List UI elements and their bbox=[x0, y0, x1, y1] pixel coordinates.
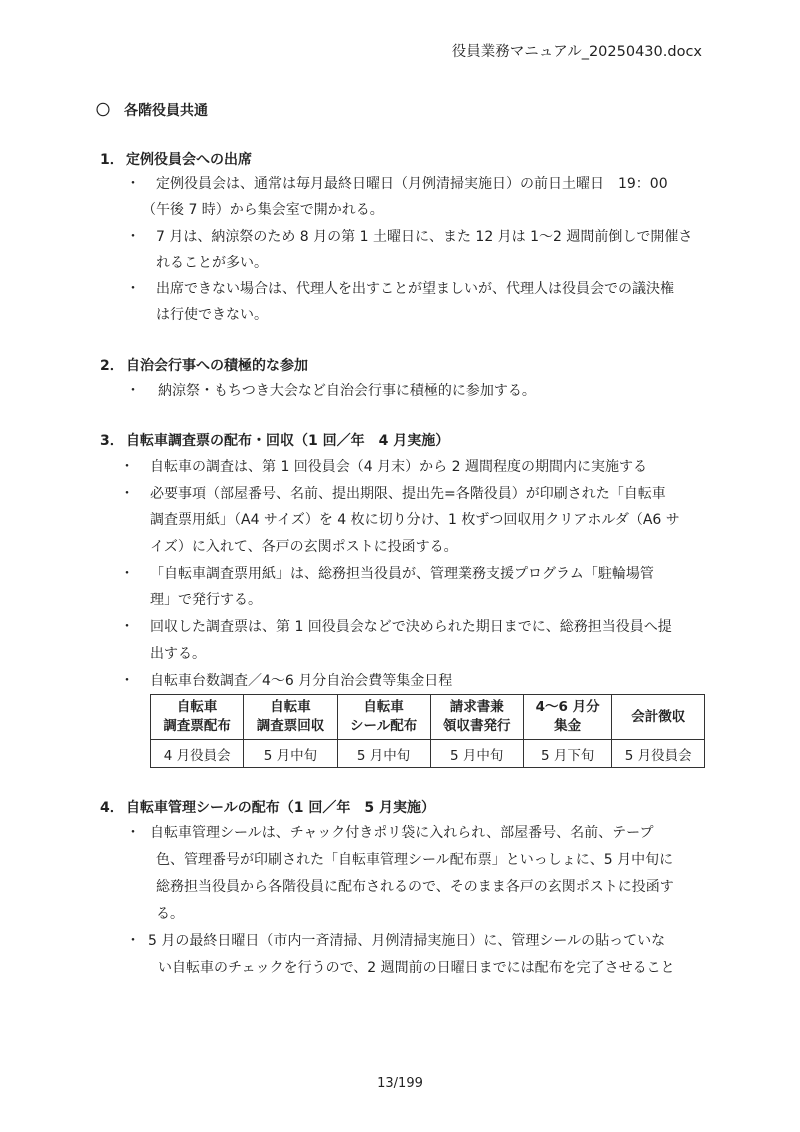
table-header-cell: 会計徴収 bbox=[612, 695, 705, 740]
sec1-line: 7 月は、納涼祭のため 8 月の第 1 土曜日に、また 12 月は 1～2 週間前倒しで開催さ bbox=[156, 229, 693, 245]
document-filename: 役員業務マニュアル_20250430.docx bbox=[451, 44, 702, 60]
sec4-heading: 自転車管理シールの配布（1 回／年 5 月実施） bbox=[126, 800, 435, 816]
sec3-line: 必要事項（部屋番号、名前、提出期限、提出先=各階役員）が印刷された「自転車 bbox=[150, 486, 666, 502]
bullet: ・ bbox=[126, 933, 140, 949]
page-number: 13/199 bbox=[377, 1076, 423, 1091]
sec4-line: 自転車管理シールは、チャック付きポリ袋に入れられ、部屋番号、名前、テープ bbox=[150, 825, 654, 841]
sec3-heading: 自転車調査票の配布・回収（1 回／年 4 月実施） bbox=[126, 433, 450, 449]
bullet: ・ bbox=[120, 459, 134, 475]
table-header-row bbox=[151, 695, 705, 740]
bullet: ・ bbox=[120, 486, 134, 502]
sec4-line: る。 bbox=[156, 906, 184, 922]
sec3-line: 回収した調査票は、第 1 回役員会などで決められた期日までに、総務担当役員へ提 bbox=[150, 619, 672, 635]
table-header-cell: 自転車 調査票配布 bbox=[151, 695, 244, 740]
table-cell: 5 月中旬 bbox=[244, 740, 337, 768]
sec1-line: （午後 7 時）から集会室で開かれる。 bbox=[142, 202, 384, 218]
bullet: ・ bbox=[126, 825, 140, 841]
section-mark: 〇 bbox=[96, 103, 110, 119]
table-header-cell: 4～6 月分 集金 bbox=[523, 695, 612, 740]
bullet: ・ bbox=[120, 566, 134, 582]
sec1-line: 定例役員会は、通常は毎月最終日曜日（月例清掃実施日）の前日土曜日 19：00 bbox=[156, 176, 668, 192]
sec3-line: 「自転車調査票用紙」は、総務担当役員が、管理業務支援プログラム「駐輪場管 bbox=[150, 566, 654, 582]
sec2-number: 2． bbox=[100, 358, 124, 374]
sec1-number: 1． bbox=[100, 152, 124, 168]
bullet: ・ bbox=[126, 229, 140, 245]
sec4-line: い自転車のチェックを行うので、2 週間前の日曜日までには配布を完了させること bbox=[158, 960, 675, 976]
table-header-cell: 自転車 調査票回収 bbox=[244, 695, 337, 740]
table-header-cell: 請求書兼 領収書発行 bbox=[430, 695, 523, 740]
sec4-line: 総務担当役員から各階役員に配布されるので、そのまま各戸の玄関ポストに投函す bbox=[156, 879, 674, 895]
sec3-line: イズ）に入れて、各戸の玄関ポストに投函する。 bbox=[150, 539, 458, 555]
sec1-heading: 定例役員会への出席 bbox=[126, 152, 252, 168]
section-title: 各階役員共通 bbox=[124, 103, 208, 119]
sec4-line: 色、管理番号が印刷された「自転車管理シール配布票」といっしょに、5 月中旬に bbox=[156, 852, 674, 868]
sec3-line: 理」で発行する。 bbox=[150, 592, 262, 608]
table-row bbox=[151, 740, 705, 768]
table-cell: 5 月中旬 bbox=[430, 740, 523, 768]
table-cell: 5 月中旬 bbox=[337, 740, 430, 768]
bullet: ・ bbox=[126, 383, 140, 399]
sec4-line: 5 月の最終日曜日（市内一斉清掃、月例清掃実施日）に、管理シールの貼っていな bbox=[148, 933, 666, 949]
sec1-line: は行使できない。 bbox=[156, 307, 268, 323]
table-cell: 5 月役員会 bbox=[612, 740, 705, 768]
table-cell: 4 月役員会 bbox=[151, 740, 244, 768]
sec2-line: 納涼祭・もちつき大会など自治会行事に積極的に参加する。 bbox=[158, 383, 536, 399]
sec3-line: 調査票用紙」（A4 サイズ）を 4 枚に切り分け、1 枚ずつ回収用クリアホルダ（A6 サ bbox=[150, 512, 680, 528]
sec2-heading: 自治会行事への積極的な参加 bbox=[126, 358, 308, 374]
bullet: ・ bbox=[126, 176, 140, 192]
table-header-cell: 自転車 シール配布 bbox=[337, 695, 430, 740]
schedule-table bbox=[150, 694, 705, 768]
bullet: ・ bbox=[120, 673, 134, 689]
bullet: ・ bbox=[126, 281, 140, 297]
sec4-number: 4． bbox=[100, 800, 124, 816]
table-cell: 5 月下旬 bbox=[523, 740, 612, 768]
sec1-line: れることが多い。 bbox=[156, 255, 268, 271]
sec3-line: 自転車の調査は、第 1 回役員会（4 月末）から 2 週間程度の期間内に実施する bbox=[150, 459, 647, 475]
table-caption: 自転車台数調査／4～6 月分自治会費等集金日程 bbox=[150, 673, 453, 689]
sec3-number: 3． bbox=[100, 433, 124, 449]
sec1-line: 出席できない場合は、代理人を出すことが望ましいが、代理人は役員会での議決権 bbox=[156, 281, 674, 297]
bullet: ・ bbox=[120, 619, 134, 635]
sec3-line: 出する。 bbox=[150, 646, 206, 662]
